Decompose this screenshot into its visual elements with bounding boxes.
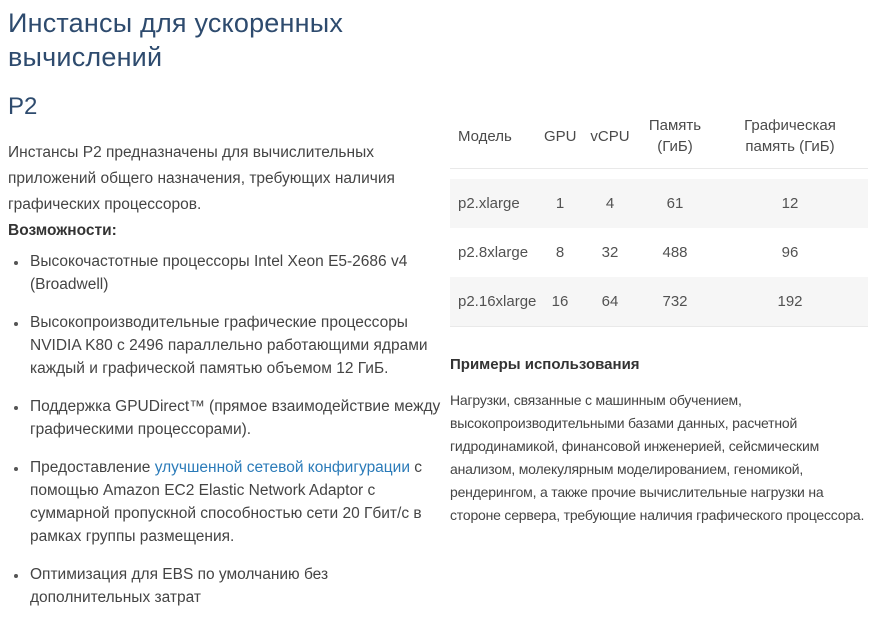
cell-memory: 488 [662,243,688,261]
feature-item [28,563,442,609]
column-header-gpu: GPU [538,104,582,169]
cell-gpu-memory: 96 [781,243,799,261]
feature-text: Высокопроизводительные графические процессоры NVIDIA K80 с 2496 параллельно работающими ядрами каждый и графической памятью объемом 12 ГиБ. [30,314,428,377]
feature-item [28,250,442,296]
cell-gpu: 1 [555,194,565,212]
cell-memory: 61 [666,194,684,212]
column-header-gpu-memory: Графическая память (ГиБ) [712,104,868,169]
use-cases-heading: Примеры использования [450,355,640,373]
feature-text: Оптимизация для EBS по умолчанию без дополнительных затрат [30,566,329,606]
specs-table-header [450,104,868,169]
cell-gpu-memory: 12 [781,194,799,212]
column-header-memory: Память (ГиБ) [638,104,712,169]
enhanced-networking-link[interactable]: улучшенной сетевой конфигурации [154,459,410,476]
cell-vcpu: 4 [605,194,615,212]
cell-vcpu: 64 [582,277,638,327]
cell-gpu: 16 [538,277,582,327]
cell-model: p2.8xlarge [458,243,529,261]
column-header-model: Модель [450,104,538,169]
table-spacer [450,169,868,179]
cell-model: p2.xlarge [458,194,520,212]
feature-text: с помощью Amazon EC2 Elastic Network Adaptor с суммарной пропускной способностью сети 20 Гбит/с в рамках группы размещения. [30,459,423,545]
use-cases-paragraph: Нагрузки, связанные с машинным обучением, высокопроизводительными базами данных, расчетной гидродинамикой, финансовой инженерией, сейсмическим анализом, молекулярным моделированием, геномикой, рендерингом, а также прочие вычислительные нагрузки на стороне сервера, требующие наличия графического процессора. [450,391,865,523]
feature-item [28,456,442,548]
cell-model: p2.16xlarge [450,277,538,327]
cell-gpu-memory: 192 [712,277,868,327]
cell-vcpu: 32 [601,243,619,261]
intro-paragraph: Инстансы P2 предназначены для вычислительных приложений общего назначения, требующих наличия графических процессоров. [8,144,395,213]
cell-memory: 732 [638,277,712,327]
feature-text: Высокочастотные процессоры Intel Xeon E5-2686 v4 (Broadwell) [30,253,408,293]
content-right-column [450,104,868,527]
cell-gpu: 8 [555,243,565,261]
feature-item [28,311,442,380]
feature-text: Поддержка GPUDirect™ (прямое взаимодействие между графическими процессорами). [30,398,441,438]
instance-specs-table [450,104,868,327]
instance-family-title: P2 [8,93,38,120]
table-row [450,277,868,327]
table-row [450,228,868,277]
column-header-vcpu: vCPU [582,104,638,169]
page-title: Инстансы для ускоренных вычислений [8,8,344,72]
features-list [8,250,442,609]
feature-item [28,395,442,441]
features-heading: Возможности: [8,222,117,239]
content-left-column [8,6,442,624]
feature-text: Предоставление [30,459,155,476]
table-row [450,179,868,228]
